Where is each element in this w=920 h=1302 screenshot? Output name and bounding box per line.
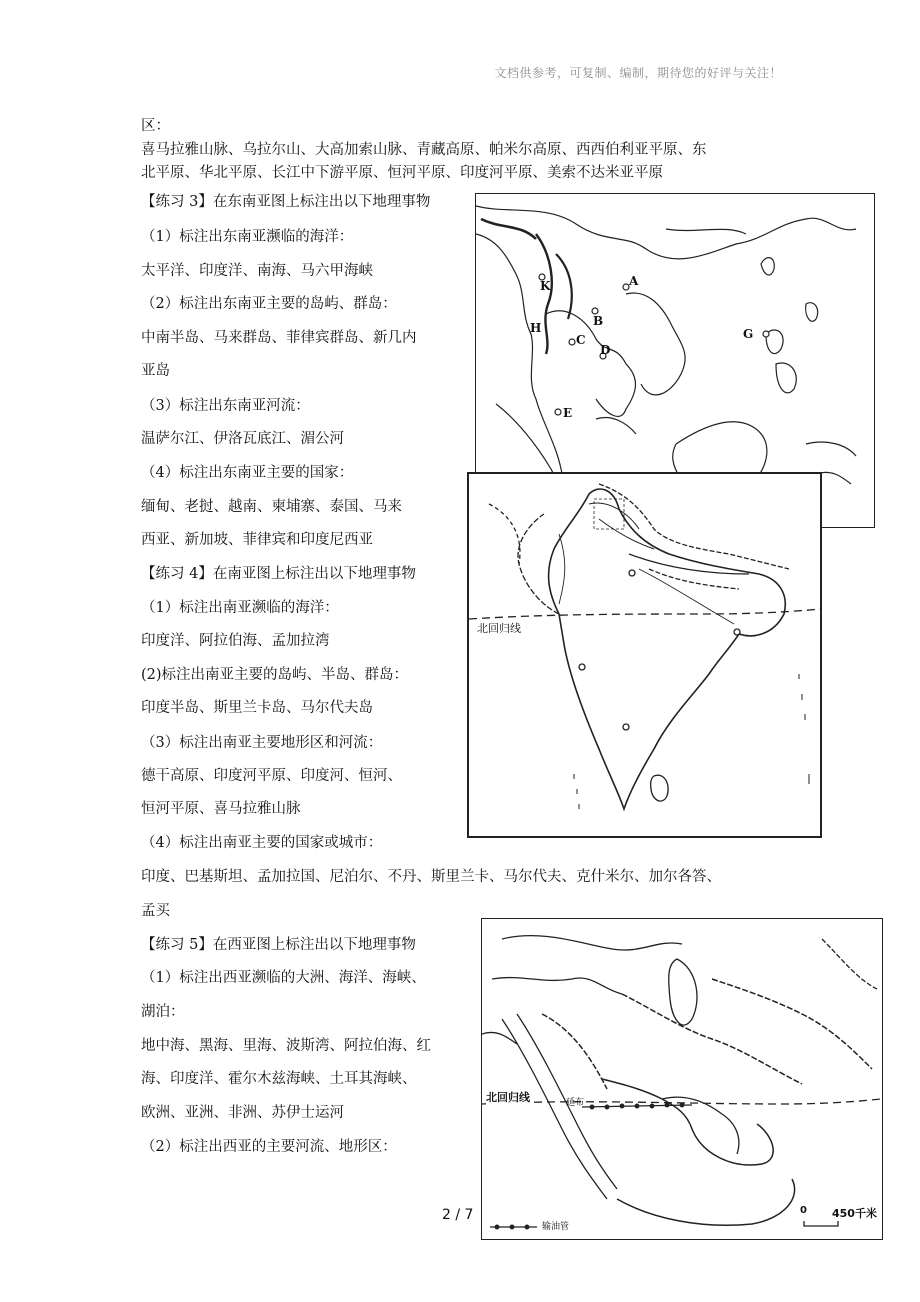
page-number: 2 / 7 [442, 1207, 474, 1223]
ex4-question-4: （4）标注出南亚主要的国家或城市： [141, 835, 383, 851]
ex3-question-4: （4）标注出东南亚主要的国家： [141, 465, 354, 481]
region-label: 区： [141, 118, 170, 134]
ex3-question-2: （2）标注出东南亚主要的岛屿、群岛： [141, 296, 397, 312]
ex4-answer-2: 印度半岛、斯里兰卡岛、马尔代夫岛 [141, 700, 373, 716]
south-asia-map [467, 472, 822, 838]
ex3-question-3: （3）标注出东南亚河流： [141, 398, 310, 414]
ex3-answer-2b: 亚岛 [141, 363, 170, 379]
sea-label-d: D [600, 343, 611, 357]
intro-line-1: 喜马拉雅山脉、乌拉尔山、大高加索山脉、青藏高原、帕米尔高原、西西伯利亚平原、东 [141, 142, 707, 158]
intro-line-2: 北平原、华北平原、长江中下游平原、恒河平原、印度河平原、美索不达米亚平原 [141, 165, 663, 181]
sea-label-k: K [540, 279, 551, 293]
west-asia-scale-label: 450千米 [832, 1207, 877, 1220]
sea-label-b: B [593, 314, 604, 328]
ex4-question-2: (2)标注出南亚主要的岛屿、半岛、群岛： [141, 667, 409, 683]
ex3-answer-2a: 中南半岛、马来群岛、菲律宾群岛、新几内 [141, 330, 417, 346]
west-asia-legend-label: 输油管 [542, 1222, 570, 1232]
ex4-question-3: （3）标注出南亚主要地形区和河流： [141, 735, 383, 751]
ex4-question-1: （1）标注出南亚濒临的海洋： [141, 600, 339, 616]
sea-label-g: G [743, 327, 754, 341]
sea-label-e: E [563, 406, 573, 420]
west-asia-city-label: 延布 [566, 1098, 585, 1108]
ex4-title: 【练习 4】在南亚图上标注出以下地理事物 [141, 566, 416, 582]
ex3-title: 【练习 3】在东南亚图上标注出以下地理事物 [141, 194, 431, 210]
ex5-question-1a: （1）标注出西亚濒临的大洲、海洋、海峡、 [141, 970, 426, 986]
west-asia-scale-zero: 0 [800, 1205, 807, 1216]
sea-label-h: H [530, 321, 542, 335]
ex4-answer-4b: 孟买 [141, 903, 170, 919]
ex4-answer-3a: 德干高原、印度河平原、印度河、恒河、 [141, 768, 402, 784]
ex3-answer-3: 温萨尔江、伊洛瓦底江、湄公河 [141, 431, 344, 447]
ex3-question-1: （1）标注出东南亚濒临的海洋： [141, 229, 354, 245]
ex3-answer-4a: 缅甸、老挝、越南、柬埔寨、泰国、马来 [141, 499, 402, 515]
ex3-answer-1: 太平洋、印度洋、南海、马六甲海峡 [141, 263, 373, 279]
ex3-answer-4b: 西亚、新加坡、菲律宾和印度尼西亚 [141, 532, 373, 548]
west-asia-tropic-label: 北回归线 [486, 1091, 530, 1104]
ex5-title: 【练习 5】在西亚图上标注出以下地理事物 [141, 937, 416, 953]
sea-label-c: C [576, 333, 586, 347]
ex5-question-2: （2）标注出西亚的主要河流、地形区： [141, 1139, 397, 1155]
ex4-answer-3b: 恒河平原、喜马拉雅山脉 [141, 801, 301, 817]
ex4-answer-4a: 印度、巴基斯坦、孟加拉国、尼泊尔、不丹、斯里兰卡、马尔代夫、克什米尔、加尔各答、 [141, 869, 721, 885]
header-note: 文档供参考，可复制、编制，期待您的好评与关注！ [494, 66, 782, 80]
south-asia-tropic-label: 北回归线 [477, 622, 521, 635]
ex5-answer-1a: 地中海、黑海、里海、波斯湾、阿拉伯海、红 [141, 1038, 431, 1054]
ex5-answer-1c: 欧洲、亚洲、非洲、苏伊士运河 [141, 1105, 344, 1121]
sea-label-a: A [629, 274, 639, 288]
ex5-answer-1b: 海、印度洋、霍尔木兹海峡、土耳其海峡、 [141, 1071, 417, 1087]
ex5-question-1b: 湖泊： [141, 1004, 185, 1020]
ex4-answer-1: 印度洋、阿拉伯海、孟加拉湾 [141, 633, 330, 649]
west-asia-map [481, 918, 883, 1240]
